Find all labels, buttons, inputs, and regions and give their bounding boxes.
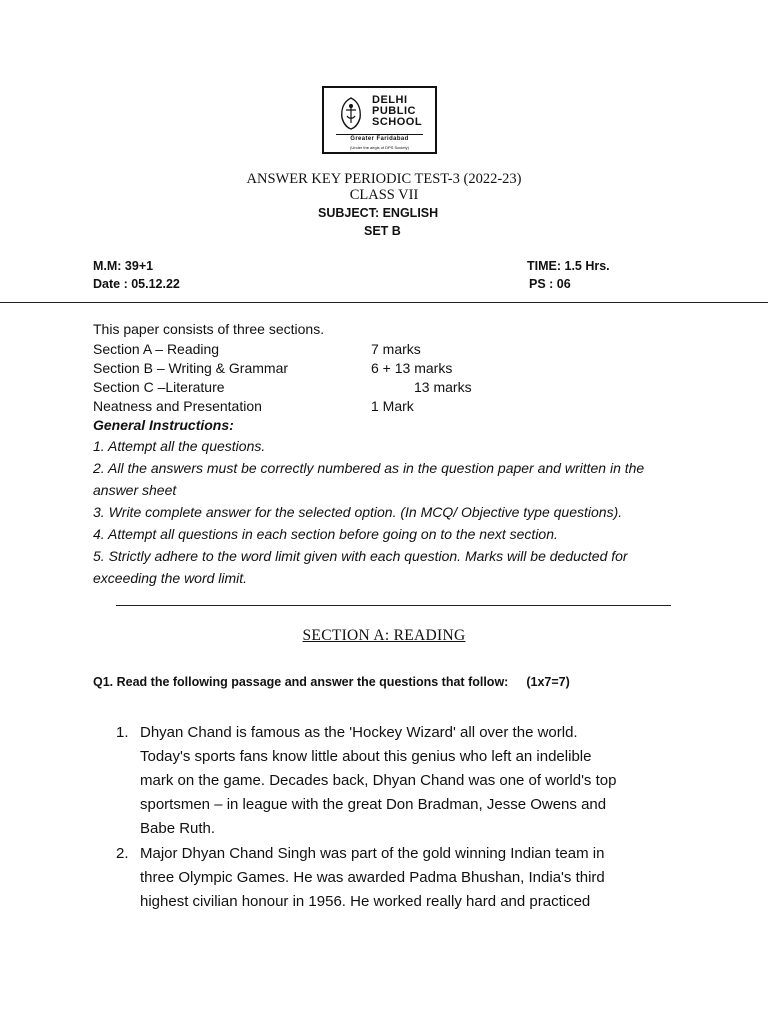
section-row-marks: 7 marks (371, 341, 421, 357)
header-divider (0, 302, 768, 303)
logo-tagline: (Under the aegis of DPS Society) (350, 145, 409, 150)
section-row-label: Section B – Writing & Grammar (93, 360, 289, 376)
subject-label: SUBJECT: ENGLISH (318, 206, 439, 220)
instruction-item: 2. All the answers must be correctly numbered as in the question paper and written in the answer sheet (93, 460, 645, 498)
section-row-label: Neatness and Presentation (93, 398, 262, 414)
exam-date: Date : 05.12.22 (93, 277, 180, 291)
instruction-item: 5. Strictly adhere to the word limit given with each question. Marks will be deducted for exceeding the word limit. (93, 548, 628, 586)
instruction-item: 3. Write complete answer for the selected option. (In MCQ/ Objective type questions). (93, 504, 623, 520)
section-row-label: Section A – Reading (93, 341, 220, 357)
passage-line: Today's sports fans know little about this genius who left an indelible (140, 748, 592, 765)
instructions-divider (116, 605, 671, 606)
passage-line: Babe Ruth. (140, 820, 216, 837)
page-sheets: PS : 06 (529, 277, 571, 291)
logo-divider (336, 134, 423, 135)
passage-line: highest civilian honour in 1956. He worked really hard and practiced (140, 893, 591, 910)
logo-city: Greater Faridabad (350, 136, 409, 142)
school-logo (322, 86, 437, 154)
section-row-marks: 13 marks (414, 379, 472, 395)
time-allowed: TIME: 1.5 Hrs. (527, 259, 610, 273)
instruction-item: 1. Attempt all the questions. (93, 438, 266, 454)
document-title: ANSWER KEY PERIODIC TEST-3 (2022-23) (246, 171, 522, 187)
passage-line: three Olympic Games. He was awarded Padma Bhushan, India's third (140, 869, 605, 886)
section-row-marks: 1 Mark (371, 398, 414, 414)
max-marks: M.M: 39+1 (93, 259, 154, 273)
passage-line: Dhyan Chand is famous as the 'Hockey Wizard' all over the world. (140, 724, 578, 741)
paper-intro: This paper consists of three sections. (93, 321, 325, 337)
paragraph-number: 1. (116, 724, 129, 741)
logo-name-line: DELHI (372, 94, 408, 106)
paragraph-number: 2. (116, 845, 129, 862)
passage-line: mark on the game. Decades back, Dhyan Chand was one of world's top (140, 772, 617, 789)
passage-line: Major Dhyan Chand Singh was part of the gold winning Indian team in (140, 845, 605, 862)
question-1-text: Q1. Read the following passage and answer the questions that follow: (93, 675, 509, 689)
set-label: SET B (364, 224, 401, 238)
instructions-heading: General Instructions: (93, 417, 234, 433)
passage-line: sportsmen – in league with the great Don Bradman, Jesse Owens and (140, 796, 607, 813)
logo-name-line: PUBLIC (372, 105, 416, 117)
logo-school-name (372, 95, 422, 128)
section-row-label: Section C –Literature (93, 379, 225, 395)
school-crest-icon (338, 96, 364, 130)
logo-name-line: SCHOOL (372, 116, 423, 128)
question-1-marks: (1x7=7) (526, 675, 570, 689)
instruction-item: 4. Attempt all questions in each section before going on to the next section. (93, 526, 558, 542)
question-1 (93, 675, 570, 689)
class-label: CLASS VII (349, 187, 419, 203)
section-a-title: SECTION A: READING (302, 627, 466, 644)
section-row-marks: 6 + 13 marks (371, 360, 453, 376)
